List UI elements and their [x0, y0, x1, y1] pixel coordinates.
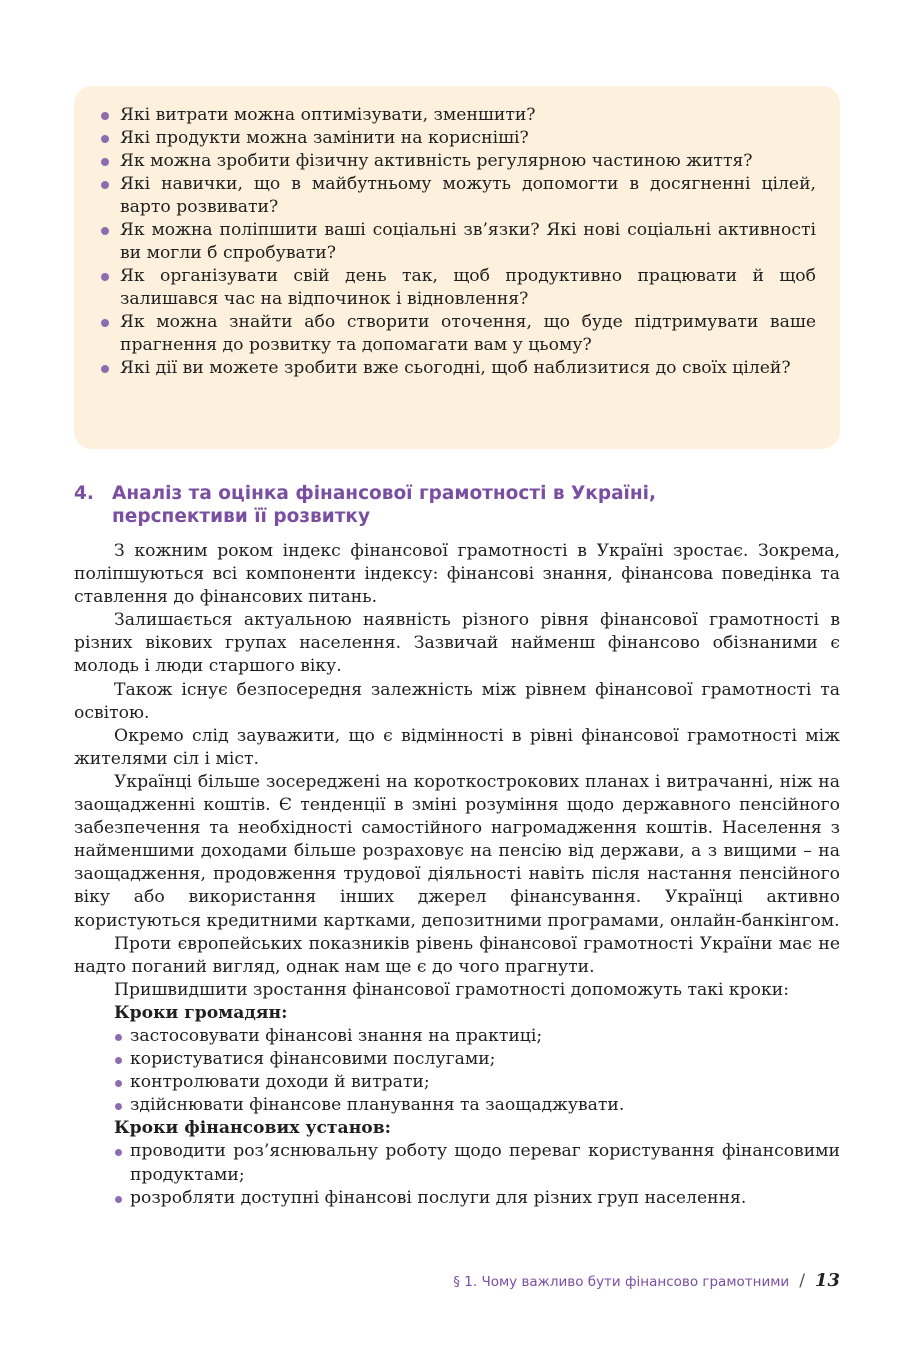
section-number: 4. — [74, 483, 94, 504]
question-list — [98, 104, 816, 380]
section-title-line1: Аналіз та оцінка фінансової грамотності в Україні, — [112, 483, 657, 504]
paragraph: З кожним роком індекс фінансової грамотності в Україні зростає. Зокрема, поліпшуються всі компоненти індексу: фінансові знання, фінансова поведінка та ставлення до фінансових питань. — [74, 541, 840, 608]
list-item: Які витрати можна оптимізувати, зменшити? — [98, 104, 816, 127]
paragraph: Пришвидшити зростання фінансової грамотності допоможуть такі кроки: — [114, 979, 790, 1000]
list-item: Як організувати свій день так, щоб продуктивно працювати й щоб залишався час на відпочинок і відновлення? — [98, 265, 816, 311]
chapter-title: § 1. Чому важливо бути фінансово грамотними — [453, 1274, 790, 1290]
section-heading — [74, 482, 854, 528]
list-item: Які продукти можна замінити на корисніші? — [98, 127, 816, 150]
section-body — [74, 540, 840, 1210]
list-item: Як можна поліпшити ваші соціальні зв’язки? Які нові соціальні активності ви могли б спробувати? — [98, 219, 816, 265]
footer-separator: / — [799, 1271, 805, 1291]
paragraph: Українці більше зосереджені на короткострокових планах і витрачанні, ніж на заощадженні коштів. Є тенденції в зміні розуміння щодо державного пенсійного забезпечення та необхідності самостійного нагромадження коштів. Населення з найменшими доходами більше розраховує на пенсію від держави, а з вищими – на заощадження, продовження трудової діяльності навіть після настання пенсійного віку або використання інших джерел фінансування. Українці активно користуються кредитними картками, депозитними програмами, онлайн-банкінгом. — [74, 771, 840, 931]
paragraph: Також існує безпосередня залежність між рівнем фінансової грамотності та освітою. — [74, 679, 840, 723]
citizens-steps-list — [74, 1025, 840, 1117]
list-item: застосовувати фінансові знання на практиці; — [114, 1025, 840, 1048]
paragraph: Окремо слід зауважити, що є відмінності в рівні фінансової грамотності між жителями сіл і міст. — [74, 725, 840, 769]
section-title-line2: перспективи її розвитку — [112, 506, 371, 527]
list-item: проводити роз’яснювальну роботу щодо переваг користування фінансовими продуктами; — [114, 1140, 840, 1186]
page-footer — [453, 1270, 840, 1291]
page-number: 13 — [814, 1270, 840, 1291]
institutions-steps-heading: Кроки фінансових установ: — [114, 1118, 392, 1139]
paragraph: Залишається актуальною наявність різного рівня фінансової грамотності в різних вікових групах населення. Зазвичай найменш фінансово обізнаними є молодь і люди старшого віку. — [74, 610, 840, 677]
paragraph: Проти європейських показників рівень фінансової грамотності України має не надто поганий вигляд, однак нам ще є до чого прагнути. — [74, 933, 840, 977]
list-item: розробляти доступні фінансові послуги для різних груп населення. — [114, 1187, 840, 1210]
list-item: здійснювати фінансове планування та заощаджувати. — [114, 1094, 840, 1117]
list-item: Які дії ви можете зробити вже сьогодні, щоб наблизитися до своїх цілей? — [98, 357, 816, 380]
institutions-steps-list — [74, 1140, 840, 1209]
list-item: Як можна знайти або створити оточення, що буде підтримувати ваше прагнення до розвитку та допомагати вам у цьому? — [98, 311, 816, 357]
list-item: контролювати доходи й витрати; — [114, 1071, 840, 1094]
list-item: Як можна зробити фізичну активність регулярною частиною життя? — [98, 150, 816, 173]
citizens-steps-heading: Кроки громадян: — [114, 1002, 288, 1023]
list-item: Які навички, що в майбутньому можуть допомогти в досягненні цілей, варто розвивати? — [98, 173, 816, 219]
list-item: користуватися фінансовими послугами; — [114, 1048, 840, 1071]
reflection-questions-box — [74, 86, 840, 449]
